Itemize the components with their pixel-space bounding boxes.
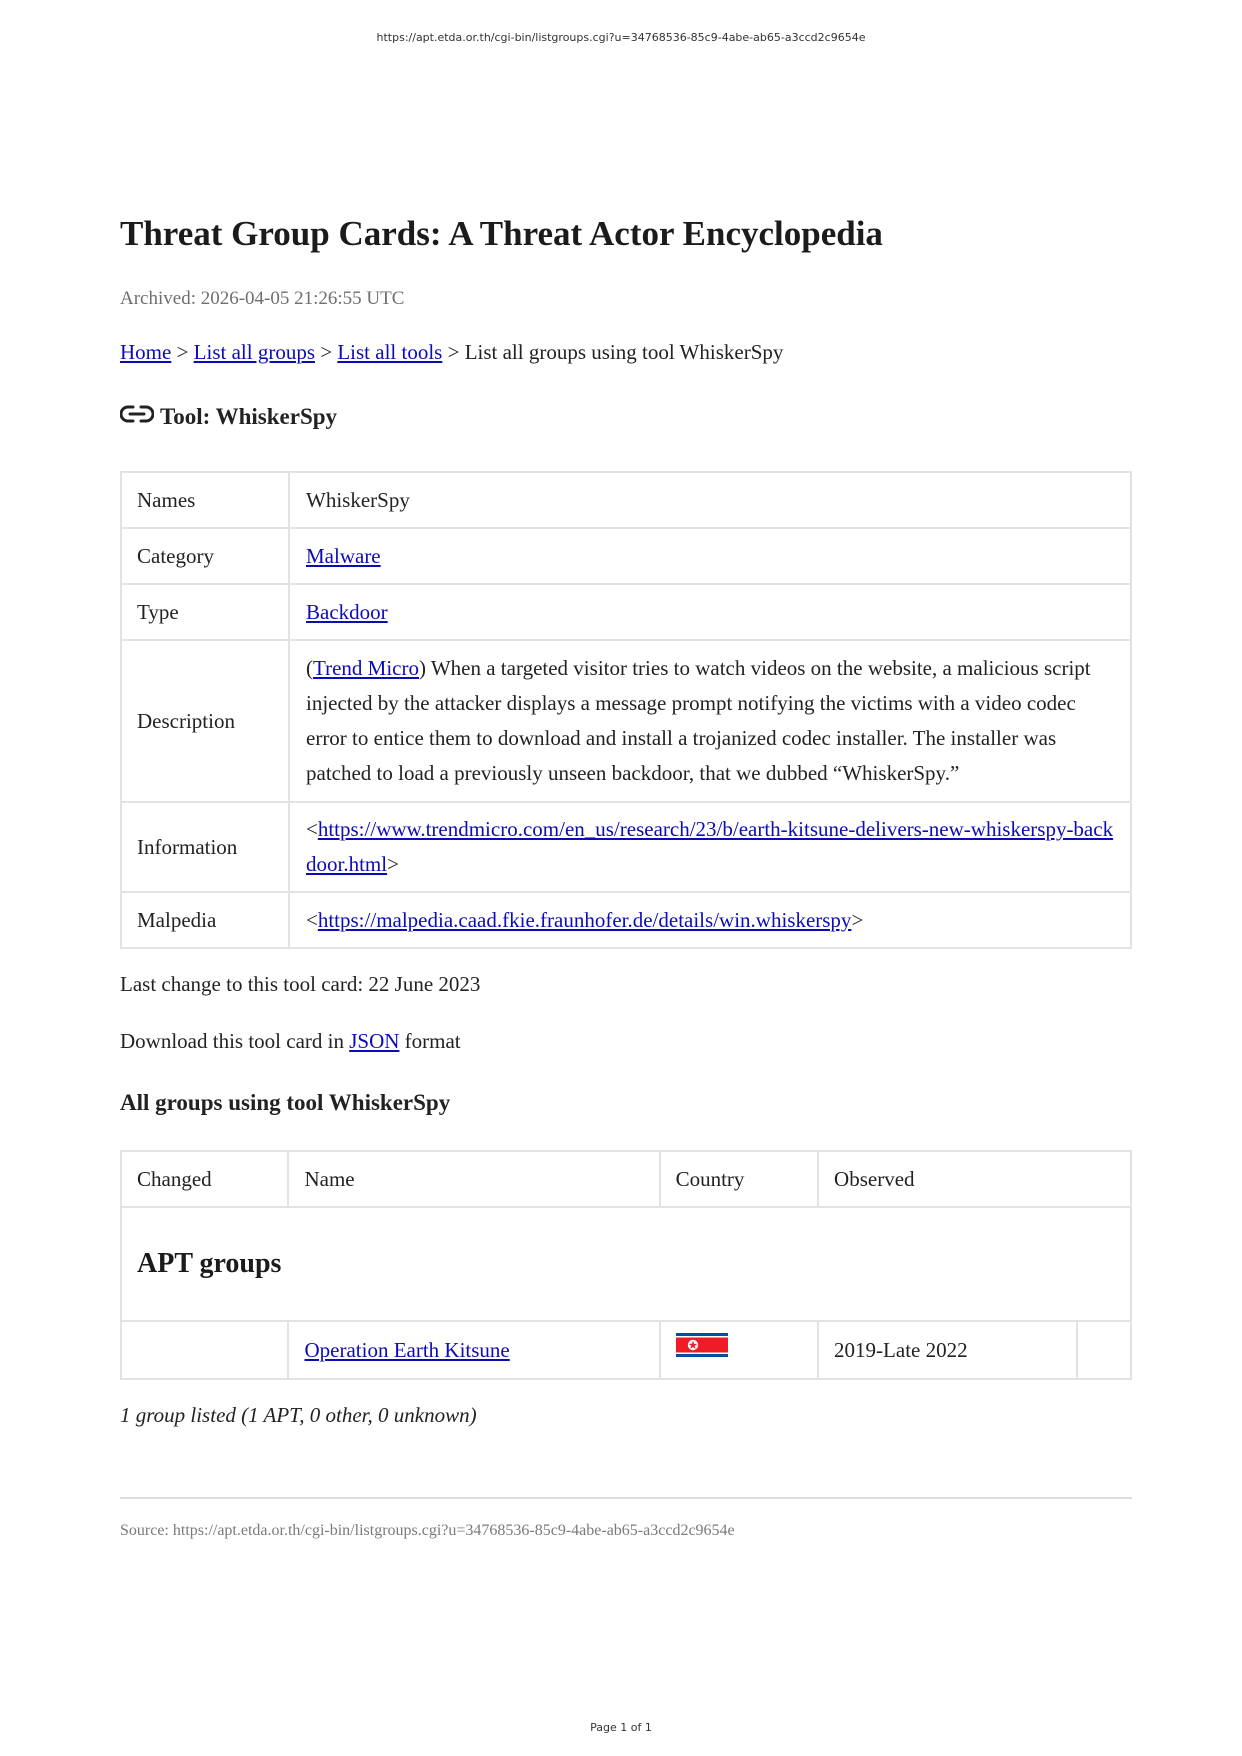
json-download-link[interactable]: JSON xyxy=(349,1029,400,1053)
page-title: Threat Group Cards: A Threat Actor Encyclopedia xyxy=(120,214,883,253)
groups-summary: 1 group listed (1 APT, 0 other, 0 unknown) xyxy=(120,1403,477,1427)
tool-row-type xyxy=(121,584,1131,640)
table-row xyxy=(121,1321,1131,1379)
breadcrumb-separator: > xyxy=(320,340,333,364)
type-backdoor-link[interactable]: Backdoor xyxy=(306,599,388,624)
type-label: Type xyxy=(121,584,289,640)
divider xyxy=(120,1497,1132,1499)
category-value xyxy=(289,528,1131,584)
information-value xyxy=(289,802,1131,892)
breadcrumb-list-groups-link[interactable]: List all groups xyxy=(193,340,315,364)
apt-section-cell xyxy=(121,1207,1131,1321)
name-cell xyxy=(288,1321,659,1379)
groups-table xyxy=(120,1150,1132,1380)
breadcrumb-current: List all groups using tool WhiskerSpy xyxy=(464,340,784,364)
breadcrumb xyxy=(120,340,783,365)
malpedia-link[interactable]: https://malpedia.caad.fkie.fraunhofer.de/details/win.whiskerspy xyxy=(317,907,852,932)
tool-row-malpedia xyxy=(121,892,1131,948)
category-label: Category xyxy=(121,528,289,584)
angle-open: < xyxy=(306,907,318,932)
type-value xyxy=(289,584,1131,640)
description-value xyxy=(289,640,1131,802)
tool-info-table xyxy=(120,471,1132,949)
breadcrumb-home-link[interactable]: Home xyxy=(120,340,172,364)
breadcrumb-list-tools-link[interactable]: List all tools xyxy=(337,340,443,364)
archived-timestamp: Archived: 2026-04-05 21:26:55 UTC xyxy=(120,288,405,309)
print-header-url: https://apt.etda.or.th/cgi-bin/listgroups.cgi?u=34768536-85c9-4abe-ab65-a3ccd2c9654e xyxy=(376,31,866,44)
source-url: Source: https://apt.etda.or.th/cgi-bin/listgroups.cgi?u=34768536-85c9-4abe-ab65-a3ccd2c9654e xyxy=(120,1522,735,1539)
tool-row-description xyxy=(121,640,1131,802)
information-link[interactable]: https://www.trendmicro.com/en_us/research/23/b/earth-kitsune-delivers-new-whiskerspy-backdoor.html xyxy=(306,817,1114,876)
header-observed: Observed xyxy=(818,1151,1131,1207)
description-text: ) When a targeted visitor tries to watch videos on the website, a malicious script injected by the attacker displays a message prompt notifying the victims with a video codec error to entice them to download and install a trojanized codec installer. The installer was patched to load a previously unseen backdoor, that we dubbed “WhiskerSpy.” xyxy=(306,656,1091,785)
north-korea-flag-icon xyxy=(676,1333,728,1357)
information-label: Information xyxy=(121,802,289,892)
observed-cell: 2019-Late 2022 xyxy=(818,1321,1077,1379)
download-suffix: format xyxy=(399,1029,461,1053)
breadcrumb-separator: > xyxy=(176,340,189,364)
header-country: Country xyxy=(660,1151,818,1207)
angle-open: < xyxy=(306,817,318,841)
malpedia-label: Malpedia xyxy=(121,892,289,948)
description-source-link[interactable]: Trend Micro xyxy=(313,656,419,680)
tool-row-category xyxy=(121,528,1131,584)
header-changed: Changed xyxy=(121,1151,288,1207)
tool-row-names xyxy=(121,472,1131,528)
page-number: Page 1 of 1 xyxy=(590,1721,652,1734)
category-malware-link[interactable]: Malware xyxy=(306,543,381,568)
group-name-link[interactable]: Operation Earth Kitsune xyxy=(304,1337,510,1362)
link-icon xyxy=(120,404,154,424)
malpedia-value xyxy=(289,892,1131,948)
apt-section-title: APT groups xyxy=(137,1248,282,1279)
tool-heading xyxy=(120,404,337,430)
description-label: Description xyxy=(121,640,289,802)
header-name: Name xyxy=(288,1151,659,1207)
extra-cell xyxy=(1077,1321,1131,1379)
names-label: Names xyxy=(121,472,289,528)
tool-heading-text: Tool: WhiskerSpy xyxy=(160,404,338,429)
apt-section-row xyxy=(121,1207,1131,1321)
names-value: WhiskerSpy xyxy=(289,472,1131,528)
angle-close: > xyxy=(851,907,864,932)
groups-heading: All groups using tool WhiskerSpy xyxy=(120,1090,451,1115)
last-change-text: Last change to this tool card: 22 June 2023 xyxy=(120,972,481,996)
tool-row-information xyxy=(121,802,1131,892)
angle-close: > xyxy=(387,852,399,876)
download-line xyxy=(120,1029,461,1054)
download-prefix: Download this tool card in xyxy=(120,1029,350,1053)
changed-cell xyxy=(121,1321,288,1379)
country-cell xyxy=(660,1321,818,1379)
groups-header-row xyxy=(121,1151,1131,1207)
description-open-paren: ( xyxy=(306,656,313,680)
breadcrumb-separator: > xyxy=(447,340,460,364)
